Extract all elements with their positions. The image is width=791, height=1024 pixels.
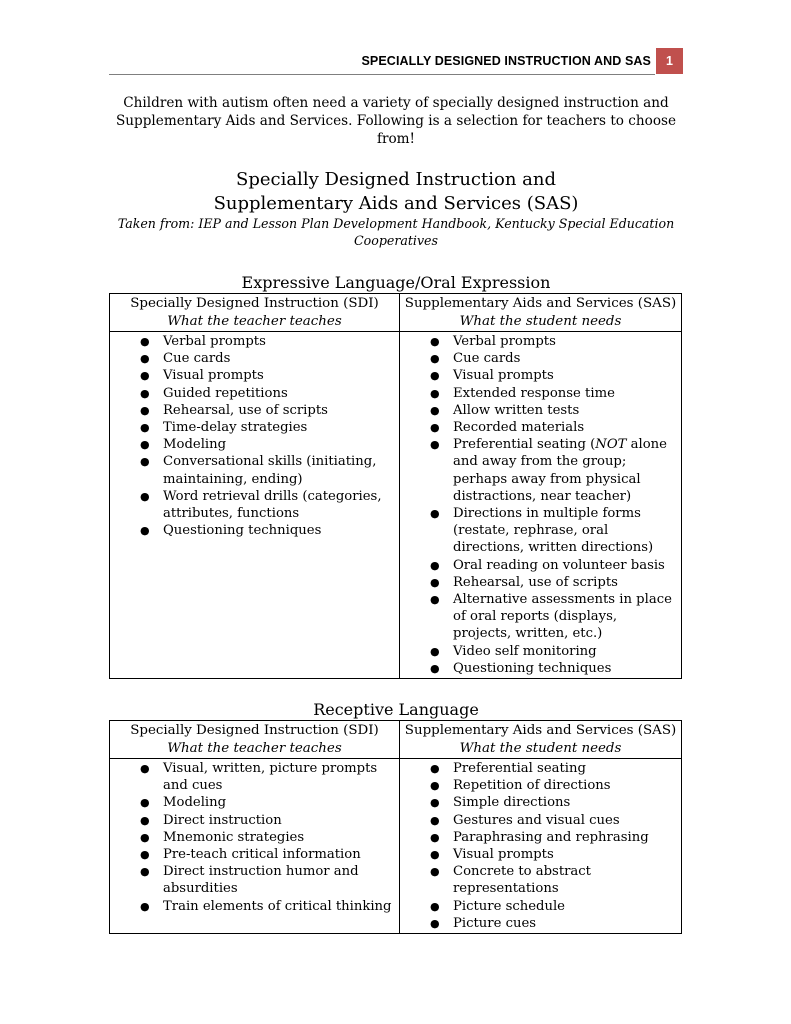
bullet-icon: ● (140, 865, 150, 879)
bullet-icon: ● (140, 796, 150, 810)
list-item (400, 436, 675, 505)
bullet-icon: ● (140, 335, 150, 348)
list-item-text: Rehearsal, use of scripts (163, 402, 328, 418)
bullet-icon: ● (430, 644, 440, 658)
list-item-text: Cue cards (453, 351, 521, 367)
list-item (400, 574, 675, 591)
bullet-icon: ● (140, 830, 150, 844)
title-line-1: Specially Designed Instruction and (235, 169, 556, 190)
list-item-text: Time-delay strategies (163, 420, 308, 436)
list-item (110, 419, 393, 436)
bullet-icon: ● (140, 813, 150, 827)
source-citation: Taken from: IEP and Lesson Plan Development Handbook, Kentucky Special Education Cooperatives (117, 216, 675, 248)
bullet-icon: ● (140, 386, 150, 400)
list-item (400, 777, 675, 794)
list-item (110, 522, 393, 539)
bullet-icon: ● (430, 507, 440, 521)
bullet-icon: ● (430, 438, 440, 452)
list-item (400, 505, 675, 557)
list-item-text: Allow written tests (453, 402, 580, 418)
sdi-header-label: Specially Designed Instruction (SDI) (130, 296, 379, 311)
bullet-icon: ● (430, 916, 440, 930)
list-item (400, 915, 675, 932)
list-item-text: Concrete to abstract representations (453, 864, 591, 897)
page-header (109, 46, 683, 76)
sdi-column-header (110, 721, 400, 759)
bullet-icon: ● (140, 352, 150, 366)
list-item-text: Pre-teach critical information (163, 847, 361, 863)
bullet-icon: ● (430, 661, 440, 675)
list-item-text: Direct instruction humor and absurdities (163, 864, 359, 897)
list-item-text: Picture cues (453, 915, 537, 931)
list-item (400, 557, 675, 574)
bullet-icon: ● (430, 421, 440, 435)
list-item-text: Repetition of directions (453, 778, 611, 794)
list-item-text: Visual prompts (453, 368, 554, 384)
sas-cell (400, 332, 682, 679)
list-item (400, 898, 675, 915)
table-header-row (110, 721, 682, 759)
expressive-language-table (109, 293, 682, 679)
bullet-icon: ● (430, 762, 440, 775)
sas-header-label: Supplementary Aids and Services (SAS) (404, 723, 677, 738)
list-item-text: Extended response time (453, 385, 615, 401)
list-item-text: Paraphrasing and rephrasing (453, 829, 649, 845)
bullet-icon: ● (430, 335, 440, 348)
list-item-text: Gestures and visual cues (453, 812, 620, 828)
list-item (400, 333, 675, 350)
list-item-text: Preferential seating (453, 761, 586, 776)
list-item (400, 863, 675, 897)
bullet-icon: ● (430, 899, 440, 913)
bullet-icon: ● (140, 524, 150, 538)
list-item (400, 846, 675, 863)
list-item-text: Verbal prompts (453, 334, 556, 349)
list-item-text: Modeling (163, 437, 227, 453)
sdi-header-label: Specially Designed Instruction (SDI) (130, 723, 379, 738)
section-title-receptive: Receptive Language (313, 700, 479, 719)
list-item (110, 402, 393, 419)
list-item (110, 812, 393, 829)
bullet-icon: ● (430, 403, 440, 417)
list-item (110, 794, 393, 811)
list-item (400, 829, 675, 846)
list-item (110, 367, 393, 384)
table-body-row (110, 332, 682, 679)
list-item-text: Modeling (163, 795, 227, 811)
list-item (110, 488, 393, 522)
section-title-expressive: Expressive Language/Oral Expression (241, 273, 551, 292)
bullet-icon: ● (430, 386, 440, 400)
list-item-text: Train elements of critical thinking (163, 898, 392, 914)
list-item-text: Word retrieval drills (categories, attributes, functions (163, 488, 382, 522)
header-title: SPECIALLY DESIGNED INSTRUCTION AND SAS (361, 54, 651, 68)
bullet-icon: ● (430, 830, 440, 844)
list-item (400, 643, 675, 660)
list-item (400, 350, 675, 367)
list-item-text: Oral reading on volunteer basis (453, 557, 665, 573)
list-item-text: Picture schedule (453, 898, 565, 914)
list-item-text: Verbal prompts (163, 334, 266, 349)
bullet-icon: ● (430, 369, 440, 383)
list-item-text: Direct instruction (163, 812, 282, 828)
list-item-text: Cue cards (163, 351, 231, 367)
list-item (400, 367, 675, 384)
sas-header-subtitle: What the student needs (459, 314, 622, 329)
list-item (110, 453, 393, 487)
bullet-icon: ● (430, 865, 440, 879)
bullet-icon: ● (140, 438, 150, 452)
sas-header-subtitle: What the student needs (459, 741, 622, 756)
bullet-icon: ● (140, 489, 150, 503)
sas-column-header (400, 721, 682, 759)
bullet-icon: ● (140, 455, 150, 469)
list-item (110, 898, 393, 915)
bullet-icon: ● (140, 403, 150, 417)
sas-list (400, 332, 681, 678)
bullet-icon: ● (140, 848, 150, 862)
bullet-icon: ● (140, 369, 150, 383)
sas-column-header (400, 294, 682, 332)
list-item-text: Preferential seating (NOT alone and away from the group; perhaps away from physical distractions, near teacher) (453, 437, 667, 504)
list-item (400, 591, 675, 643)
list-item (400, 660, 675, 677)
table-body-row (110, 759, 682, 934)
list-item (400, 812, 675, 829)
list-item (110, 863, 393, 897)
list-item (400, 794, 675, 811)
list-item (110, 760, 393, 794)
list-item-text: Questioning techniques (163, 523, 322, 539)
bullet-icon: ● (430, 558, 440, 572)
sdi-list (110, 332, 399, 540)
bullet-icon: ● (430, 575, 440, 589)
list-item-text: Directions in multiple forms (restate, rephrase, oral directions, written directions) (453, 506, 654, 556)
list-item-text: Visual prompts (453, 847, 554, 863)
list-item-text: Alternative assessments in place of oral reports (displays, projects, written, etc.) (453, 592, 672, 642)
sas-list (400, 759, 681, 933)
list-item (400, 402, 675, 419)
list-item-text: Mnemonic strategies (163, 829, 305, 845)
sas-header-label: Supplementary Aids and Services (SAS) (404, 296, 677, 311)
list-item-text: Video self monitoring (453, 643, 597, 659)
document-title (110, 168, 682, 216)
list-item (110, 436, 393, 453)
bullet-icon: ● (430, 848, 440, 862)
title-line-2: Supplementary Aids and Services (SAS) (213, 193, 579, 214)
bullet-icon: ● (430, 352, 440, 366)
sdi-header-subtitle: What the teacher teaches (167, 314, 342, 329)
intro-paragraph: Children with autism often need a variety of specially designed instruction and Supplementary Aids and Services. Following is a selection for teachers to choose from! (115, 95, 677, 147)
list-item (110, 350, 393, 367)
list-item-text: Simple directions (453, 795, 571, 811)
list-item-text: Questioning techniques (453, 660, 612, 676)
page-number-badge: 1 (656, 48, 683, 74)
bullet-icon: ● (140, 762, 150, 775)
table-header-row (110, 294, 682, 332)
list-item-text: Recorded materials (453, 420, 585, 436)
receptive-language-table (109, 720, 682, 934)
bullet-icon: ● (430, 813, 440, 827)
list-item (400, 385, 675, 402)
list-item-text: Guided repetitions (163, 385, 288, 401)
list-item (110, 333, 393, 350)
bullet-icon: ● (140, 421, 150, 435)
bullet-icon: ● (430, 779, 440, 793)
list-item-text: Visual prompts (163, 368, 264, 384)
sdi-cell (110, 759, 400, 934)
list-item-text: Rehearsal, use of scripts (453, 574, 618, 590)
list-item (110, 385, 393, 402)
bullet-icon: ● (430, 796, 440, 810)
bullet-icon: ● (430, 593, 440, 607)
sdi-list (110, 759, 399, 916)
list-item (110, 829, 393, 846)
list-item (400, 419, 675, 436)
list-item (400, 760, 675, 777)
list-item-text: Conversational skills (initiating, maintaining, ending) (163, 454, 377, 487)
sdi-column-header (110, 294, 400, 332)
sdi-header-subtitle: What the teacher teaches (167, 741, 342, 756)
list-item-text: Visual, written, picture prompts and cues (163, 761, 378, 794)
list-item (110, 846, 393, 863)
sas-cell (400, 759, 682, 934)
header-divider (109, 74, 655, 75)
bullet-icon: ● (140, 899, 150, 913)
sdi-cell (110, 332, 400, 679)
